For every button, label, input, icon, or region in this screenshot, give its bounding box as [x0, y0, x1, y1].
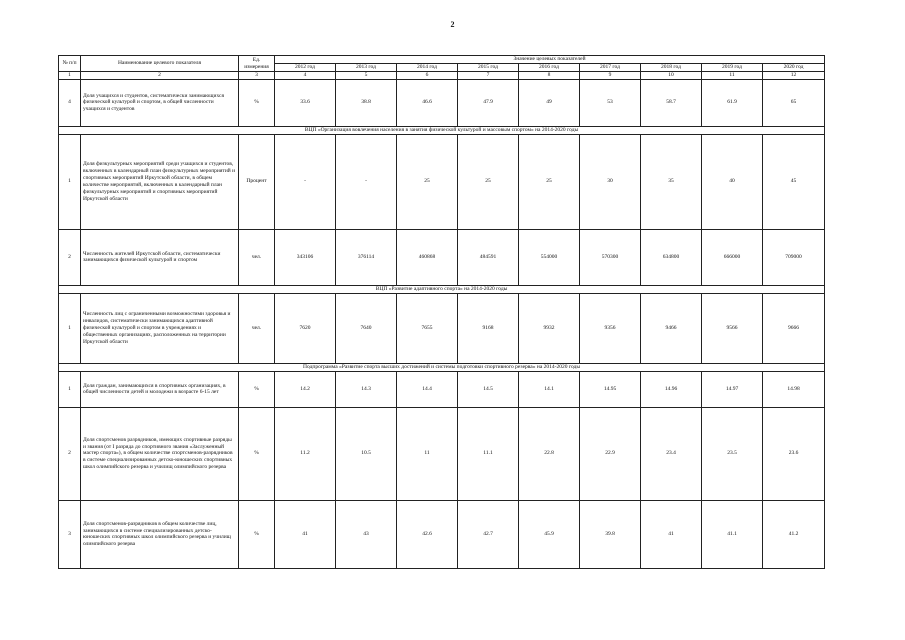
value-cell: 14.3	[336, 371, 397, 407]
value-cell: 14.4	[397, 371, 458, 407]
value-cell: 9356	[580, 293, 641, 363]
header-year: 2012 год	[275, 64, 336, 72]
value-cell: 484591	[458, 229, 519, 285]
column-number: 3	[239, 72, 275, 80]
value-cell: 634800	[641, 229, 702, 285]
value-cell: 49	[519, 79, 580, 126]
value-cell: 11.1	[458, 407, 519, 500]
value-cell: 23.4	[641, 407, 702, 500]
value-cell: 41	[641, 500, 702, 568]
value-cell: 14.96	[641, 371, 702, 407]
value-cell: 22.9	[580, 407, 641, 500]
indicator-name: Доля спортсменов-разрядников в общем количестве лиц, занимающихся в системе специализированных детско-юношеских спортивных школ олимпийского резерва и училищ олимпийского резерва	[81, 500, 239, 568]
value-cell: 9666	[763, 293, 825, 363]
indicator-name: Численность лиц с ограниченными возможностями здоровья и инвалидов, систематически занимающихся адаптивной физической культурой и спортом в учреждениях и общественных организациях, расположенных на территории Иркутской области	[81, 293, 239, 363]
header-year: 2013 год	[336, 64, 397, 72]
table-header	[59, 56, 825, 80]
unit-cell: чел.	[239, 229, 275, 285]
table-row	[59, 500, 825, 568]
value-cell: 35	[641, 134, 702, 229]
value-cell: 38.8	[336, 79, 397, 126]
column-number: 9	[580, 72, 641, 80]
column-number: 7	[458, 72, 519, 80]
value-cell: 30	[580, 134, 641, 229]
value-cell: 460868	[397, 229, 458, 285]
value-cell: 14.5	[458, 371, 519, 407]
value-cell: 41.2	[763, 500, 825, 568]
value-cell: 7620	[275, 293, 336, 363]
value-cell: 25	[397, 134, 458, 229]
unit-cell: %	[239, 371, 275, 407]
header-year: 2016 год	[519, 64, 580, 72]
table-row	[59, 293, 825, 363]
value-cell: 43	[336, 500, 397, 568]
row-number: 2	[59, 229, 81, 285]
value-cell: 47.9	[458, 79, 519, 126]
value-cell: 42.6	[397, 500, 458, 568]
value-cell: -	[336, 134, 397, 229]
row-number: 4	[59, 79, 81, 126]
column-number: 11	[702, 72, 763, 80]
value-cell: 570300	[580, 229, 641, 285]
value-cell: 14.95	[580, 371, 641, 407]
value-cell: 10.5	[336, 407, 397, 500]
header-name: Наименование целевого показателя	[81, 56, 239, 72]
indicator-name: Доля учащихся и студентов, систематически занимающихся физической культурой и спортом, в общей численности учащихся и студентов	[81, 79, 239, 126]
value-cell: 42.7	[458, 500, 519, 568]
value-cell: 709000	[763, 229, 825, 285]
value-cell: 7655	[397, 293, 458, 363]
column-number: 4	[275, 72, 336, 80]
value-cell: 9932	[519, 293, 580, 363]
value-cell: 666000	[702, 229, 763, 285]
value-cell: 58.7	[641, 79, 702, 126]
value-cell: 14.98	[763, 371, 825, 407]
column-number: 12	[763, 72, 825, 80]
value-cell: 14.2	[275, 371, 336, 407]
unit-cell: чел.	[239, 293, 275, 363]
column-number: 6	[397, 72, 458, 80]
value-cell: 23.6	[763, 407, 825, 500]
header-year: 2017 год	[580, 64, 641, 72]
table-row	[59, 79, 825, 126]
value-cell: 33.6	[275, 79, 336, 126]
indicators-table	[58, 55, 825, 569]
section-row	[59, 285, 825, 293]
unit-cell: Процент	[239, 134, 275, 229]
value-cell: -	[275, 134, 336, 229]
value-cell: 65	[763, 79, 825, 126]
value-cell: 25	[458, 134, 519, 229]
indicator-name: Численность жителей Иркутской области, систематически занимающихся физической культурой и спортом	[81, 229, 239, 285]
value-cell: 554000	[519, 229, 580, 285]
indicator-name: Доля граждан, занимающихся в спортивных организациях, в общей численности детей и молодежи в возрасте 6-15 лет	[81, 371, 239, 407]
value-cell: 11	[397, 407, 458, 500]
indicator-name: Доля спортсменов разрядников, имеющих спортивные разряды и звания (от I разряда до спортивного звания «Заслуженный мастер спорта»), в общем количестве спортсменов-разрядников в системе специализированных детско-юношеских спортивных школ олимпийского резерва и училищ олимпийского резерва	[81, 407, 239, 500]
header-year: 2018 год	[641, 64, 702, 72]
indicator-name: Доля физкультурных мероприятий среди учащихся и студентов, включенных в календарный план физкультурных мероприятий и спортивных мероприятий Иркутской области, в общем количестве мероприятий, включенных в календарный план физкультурных мероприятий и спортивных мероприятий Иркутской области	[81, 134, 239, 229]
row-number: 3	[59, 500, 81, 568]
section-title: ВЦП «Развитие адаптивного спорта» на 2014-2020 годы	[59, 285, 825, 293]
value-cell: 45.9	[519, 500, 580, 568]
value-cell: 40	[702, 134, 763, 229]
header-year: 2020 год	[763, 64, 825, 72]
value-cell: 23.5	[702, 407, 763, 500]
column-number: 5	[336, 72, 397, 80]
value-cell: 45	[763, 134, 825, 229]
value-cell: 9466	[641, 293, 702, 363]
value-cell: 53	[580, 79, 641, 126]
column-numbers-row	[59, 72, 825, 80]
unit-cell: %	[239, 79, 275, 126]
header-year: 2019 год	[702, 64, 763, 72]
unit-cell: %	[239, 500, 275, 568]
header-year: 2014 год	[397, 64, 458, 72]
value-cell: 14.97	[702, 371, 763, 407]
unit-cell: %	[239, 407, 275, 500]
header-num: № п/п	[59, 56, 81, 72]
row-number: 2	[59, 407, 81, 500]
value-cell: 376114	[336, 229, 397, 285]
value-cell: 9168	[458, 293, 519, 363]
table-row	[59, 134, 825, 229]
table-row	[59, 407, 825, 500]
value-cell: 343106	[275, 229, 336, 285]
column-number: 1	[59, 72, 81, 80]
value-cell: 11.2	[275, 407, 336, 500]
header-values: Значение целевых показателей	[275, 56, 825, 64]
value-cell: 22.8	[519, 407, 580, 500]
table-row	[59, 229, 825, 285]
page-number: 2	[450, 20, 455, 29]
value-cell: 25	[519, 134, 580, 229]
table-body	[59, 79, 825, 568]
section-title: Подпрограмма «Развитие спорта высших достижений и системы подготовки спортивного резерва» на 2014-2020 годы	[59, 363, 825, 371]
value-cell: 7640	[336, 293, 397, 363]
row-number: 1	[59, 134, 81, 229]
section-title: ВЦП «Организация вовлечения населения в занятия физической культурой и массовым спортом» на 2014-2020 годы	[59, 126, 825, 134]
value-cell: 41.1	[702, 500, 763, 568]
header-unit: Ед. измерения	[239, 56, 275, 72]
section-row	[59, 126, 825, 134]
table-row	[59, 371, 825, 407]
value-cell: 14.1	[519, 371, 580, 407]
value-cell: 61.9	[702, 79, 763, 126]
section-row	[59, 363, 825, 371]
row-number: 1	[59, 293, 81, 363]
column-number: 2	[81, 72, 239, 80]
row-number: 1	[59, 371, 81, 407]
value-cell: 39.8	[580, 500, 641, 568]
header-year: 2015 год	[458, 64, 519, 72]
column-number: 10	[641, 72, 702, 80]
value-cell: 41	[275, 500, 336, 568]
value-cell: 46.6	[397, 79, 458, 126]
column-number: 8	[519, 72, 580, 80]
value-cell: 9566	[702, 293, 763, 363]
